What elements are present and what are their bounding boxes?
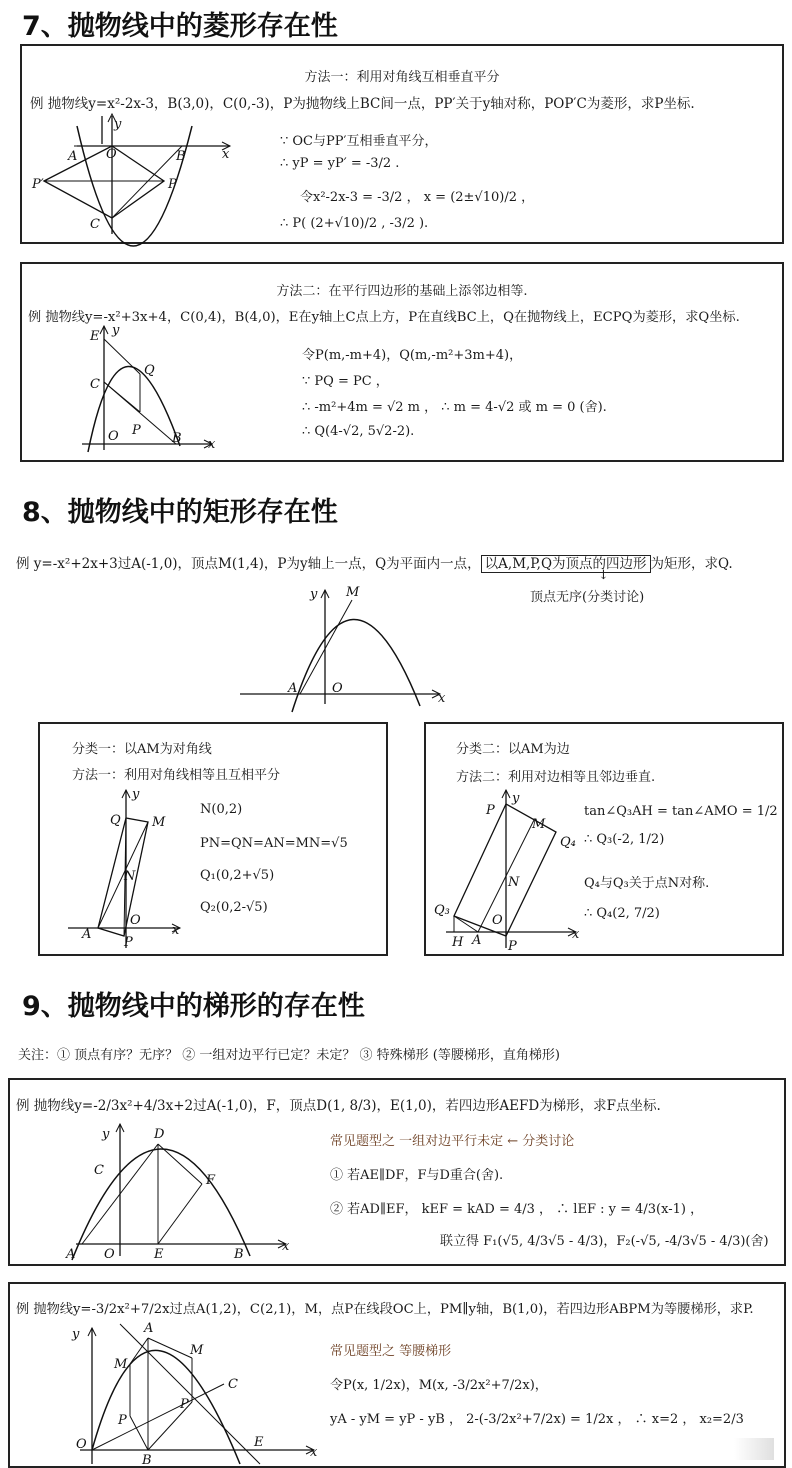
case2-label-O: O bbox=[492, 913, 503, 928]
method1-step-1: ∵ OC与PP′互相垂直平分， bbox=[280, 134, 438, 149]
fig1-label-y: y bbox=[114, 117, 122, 132]
case1-step-1: N(0,2) bbox=[200, 802, 243, 817]
method2-step-3: ∴ -m²+4m = √2 m ， ∴ m = 4-√2 或 m = 0 (舍). bbox=[302, 400, 607, 415]
rect-label-A: A bbox=[288, 681, 298, 696]
case2-label-P: P bbox=[486, 803, 495, 818]
fig1-label-P: P bbox=[168, 177, 177, 192]
method2-heading: 方法二：在平行四边形的基础上添邻边相等. bbox=[276, 284, 528, 299]
rhombus-method2-box bbox=[20, 262, 784, 462]
rect-label-O: O bbox=[332, 681, 343, 696]
fig2-label-P: P bbox=[132, 423, 141, 438]
trap2-type: 常见题型之 等腰梯形 bbox=[330, 1344, 452, 1359]
trap2-label-y: y bbox=[72, 1327, 80, 1342]
trapezoid-box-1 bbox=[8, 1078, 786, 1266]
case2-label-y: y bbox=[512, 791, 520, 806]
method2-step-1: 令P(m,-m+4)，Q(m,-m²+3m+4)， bbox=[302, 348, 523, 363]
case2-step-4: ∴ Q₄(2, 7/2) bbox=[584, 906, 660, 921]
rhombus-figure-1 bbox=[22, 46, 282, 242]
trap1-figure bbox=[10, 1080, 310, 1264]
case1-label-Q: Q bbox=[110, 813, 121, 828]
rect-example-post: 为矩形，求Q. bbox=[650, 556, 733, 572]
trap2-figure bbox=[10, 1284, 330, 1466]
case2-label-A: A bbox=[472, 933, 482, 948]
rhombus-method1-box bbox=[20, 44, 784, 244]
trap1-label-B: B bbox=[234, 1247, 244, 1262]
case1-label-P: P bbox=[124, 935, 133, 950]
trap1-label-F: F bbox=[206, 1173, 216, 1188]
rect-main-figure bbox=[230, 580, 450, 710]
fig2-label-Q: Q bbox=[144, 363, 155, 378]
method1-example: 例 抛物线y=x²-2x-3，B(3,0)，C(0,-3)，P为抛物线上BC间一点，PP′关于y轴对称，POP′C为菱形，求P坐标. bbox=[30, 96, 695, 112]
fig1-label-P1: P′ bbox=[32, 177, 44, 192]
case1-step-3: Q₁(0,2+√5) bbox=[200, 868, 275, 883]
rect-note: 顶点无序(分类讨论) bbox=[530, 590, 645, 605]
trap1-example: 例 抛物线y=-2/3x²+4/3x+2过A(-1,0)，F，顶点D(1, 8/3)，E(1,0)，若四边形AEFD为梯形，求F点坐标. bbox=[16, 1098, 661, 1114]
trap2-label-M2: M bbox=[190, 1343, 204, 1358]
case2-label-P2: P bbox=[508, 939, 517, 954]
trap1-label-E: E bbox=[154, 1247, 164, 1262]
trap1-label-x: x bbox=[282, 1239, 290, 1254]
fig1-label-x: x bbox=[222, 147, 230, 162]
trap1-step-3: 联立得 F₁(√5, 4/3√5 - 4/3)，F₂(-√5, -4/3√5 - 4/3)(舍) bbox=[440, 1234, 769, 1249]
trap1-label-y: y bbox=[102, 1127, 110, 1142]
rect-example bbox=[16, 552, 733, 572]
case1-step-2: PN=QN=AN=MN=√5 bbox=[200, 836, 348, 851]
trap2-label-M: M bbox=[114, 1357, 128, 1372]
section-7-title: 7、抛物线中的菱形存在性 bbox=[22, 11, 338, 42]
fig2-label-C: C bbox=[90, 377, 100, 392]
fig2-label-y: y bbox=[112, 323, 120, 338]
trap1-step-1: ① 若AE∥DF，F与D重合(舍). bbox=[330, 1168, 504, 1183]
method1-step-3: 令x²-2x-3 = -3/2 ， x = (2±√10)/2 ， bbox=[300, 190, 535, 205]
method2-step-2: ∵ PQ = PC ， bbox=[302, 374, 389, 389]
rect-case1-box bbox=[38, 722, 388, 956]
trap2-step-2: yA - yM = yP - yB ， 2-(-3/2x²+7/2x) = 1/2x ， ∴ x=2 ， x₂=2/3 bbox=[330, 1412, 744, 1427]
rect-example-pre: 例 y=-x²+2x+3过A(-1,0)，顶点M(1,4)，P为y轴上一点，Q为平面内一点， bbox=[16, 556, 481, 572]
case2-label-x: x bbox=[572, 927, 580, 942]
trap2-step-1: 令P(x, 1/2x)，M(x, -3/2x²+7/2x)， bbox=[330, 1378, 548, 1393]
trap2-label-C: C bbox=[228, 1377, 238, 1392]
trap1-label-C: C bbox=[94, 1163, 104, 1178]
trap2-label-A: A bbox=[144, 1321, 154, 1336]
fig2-label-x: x bbox=[208, 437, 216, 452]
case1-step-4: Q₂(0,2-√5) bbox=[200, 900, 268, 915]
method1-step-2: ∴ yP = yP′ = -3/2 . bbox=[280, 156, 400, 171]
method1-heading: 方法一：利用对角线互相垂直平分 bbox=[304, 70, 500, 85]
fig2-label-O: O bbox=[108, 429, 119, 444]
case2-step-1: tan∠Q₃AH = tan∠AMO = 1/2 bbox=[584, 804, 778, 819]
trap1-label-O: O bbox=[104, 1247, 115, 1262]
trapezoid-box-2 bbox=[8, 1282, 786, 1468]
case1-method: 方法一：利用对角线相等且互相平分 bbox=[72, 768, 281, 783]
case1-label-x: x bbox=[172, 923, 180, 938]
section-8-title: 8、抛物线中的矩形存在性 bbox=[22, 497, 338, 528]
corner-watermark bbox=[734, 1438, 774, 1460]
fig1-label-O: O bbox=[106, 147, 117, 162]
case1-label-O: O bbox=[130, 913, 141, 928]
method1-step-4: ∴ P( (2+√10)/2 , -3/2 ). bbox=[280, 216, 429, 231]
section-9-title: 9、抛物线中的梯形的存在性 bbox=[22, 991, 365, 1022]
method2-step-4: ∴ Q(4-√2, 5√2-2). bbox=[302, 424, 415, 439]
case1-title: 分类一：以AM为对角线 bbox=[72, 742, 212, 757]
trap2-label-P2: P bbox=[180, 1397, 189, 1412]
case2-label-Q4: Q₄ bbox=[560, 835, 576, 850]
trap2-label-P: P bbox=[118, 1413, 127, 1428]
case2-method: 方法二：利用对边相等且邻边垂直. bbox=[456, 770, 656, 785]
rect-arrow: ↓ bbox=[598, 568, 609, 583]
case1-label-y: y bbox=[132, 787, 140, 802]
case2-step-3: Q₄与Q₃关于点N对称. bbox=[584, 876, 710, 891]
case2-step-2: ∴ Q₃(-2, 1/2) bbox=[584, 832, 665, 847]
rect-label-y: y bbox=[310, 587, 318, 602]
case1-label-M: M bbox=[152, 815, 166, 830]
trap2-label-x: x bbox=[310, 1445, 318, 1460]
fig1-label-A: A bbox=[68, 149, 78, 164]
case2-label-Q3: Q₃ bbox=[434, 903, 450, 918]
method2-example: 例 抛物线y=-x²+3x+4，C(0,4)，B(4,0)，E在y轴上C点上方，P在直线BC上，Q在抛物线上，ECPQ为菱形，求Q坐标. bbox=[28, 310, 740, 325]
rect-label-M: M bbox=[346, 585, 360, 600]
case1-label-N: N bbox=[124, 869, 136, 884]
case2-label-N: N bbox=[508, 875, 520, 890]
fig2-label-E: E bbox=[90, 329, 100, 344]
case2-label-H: H bbox=[452, 935, 464, 950]
trap2-example: 例 抛物线y=-3/2x²+7/2x过点A(1,2)，C(2,1)，M，点P在线段OC上，PM∥y轴，B(1,0)，若四边形ABPM为等腰梯形，求P. bbox=[16, 1302, 754, 1317]
trap2-label-O: O bbox=[76, 1437, 87, 1452]
rect-example-boxed: 以A,M,P,Q为顶点的四边形 bbox=[481, 555, 651, 573]
trap1-type: 常见题型之 一组对边平行未定 ← 分类讨论 bbox=[330, 1134, 575, 1149]
rect-label-x: x bbox=[438, 691, 446, 706]
rhombus-figure-2 bbox=[22, 264, 282, 460]
case2-label-M: M bbox=[532, 817, 546, 832]
trap2-label-B: B bbox=[142, 1453, 152, 1468]
fig2-label-B: B bbox=[172, 431, 182, 446]
rect-case2-box bbox=[424, 722, 784, 956]
fig1-label-C: C bbox=[90, 217, 100, 232]
case2-figure bbox=[426, 724, 586, 954]
trap2-label-E: E bbox=[254, 1435, 264, 1450]
trap1-step-2: ② 若AD∥EF， kEF = kAD = 4/3 ， ∴ lEF : y = 4/3(x-1) ， bbox=[330, 1202, 704, 1217]
trap1-label-A: A bbox=[66, 1247, 76, 1262]
case2-title: 分类二：以AM为边 bbox=[456, 742, 570, 757]
trapezoid-focus: 关注：① 顶点有序？无序？ ② 一组对边平行已定？未定？ ③ 特殊梯形 (等腰梯形，直角梯形) bbox=[18, 1048, 560, 1063]
case1-label-A: A bbox=[82, 927, 92, 942]
case1-figure bbox=[40, 724, 200, 954]
fig1-label-B: B bbox=[176, 149, 186, 164]
trap1-label-D: D bbox=[154, 1127, 165, 1142]
